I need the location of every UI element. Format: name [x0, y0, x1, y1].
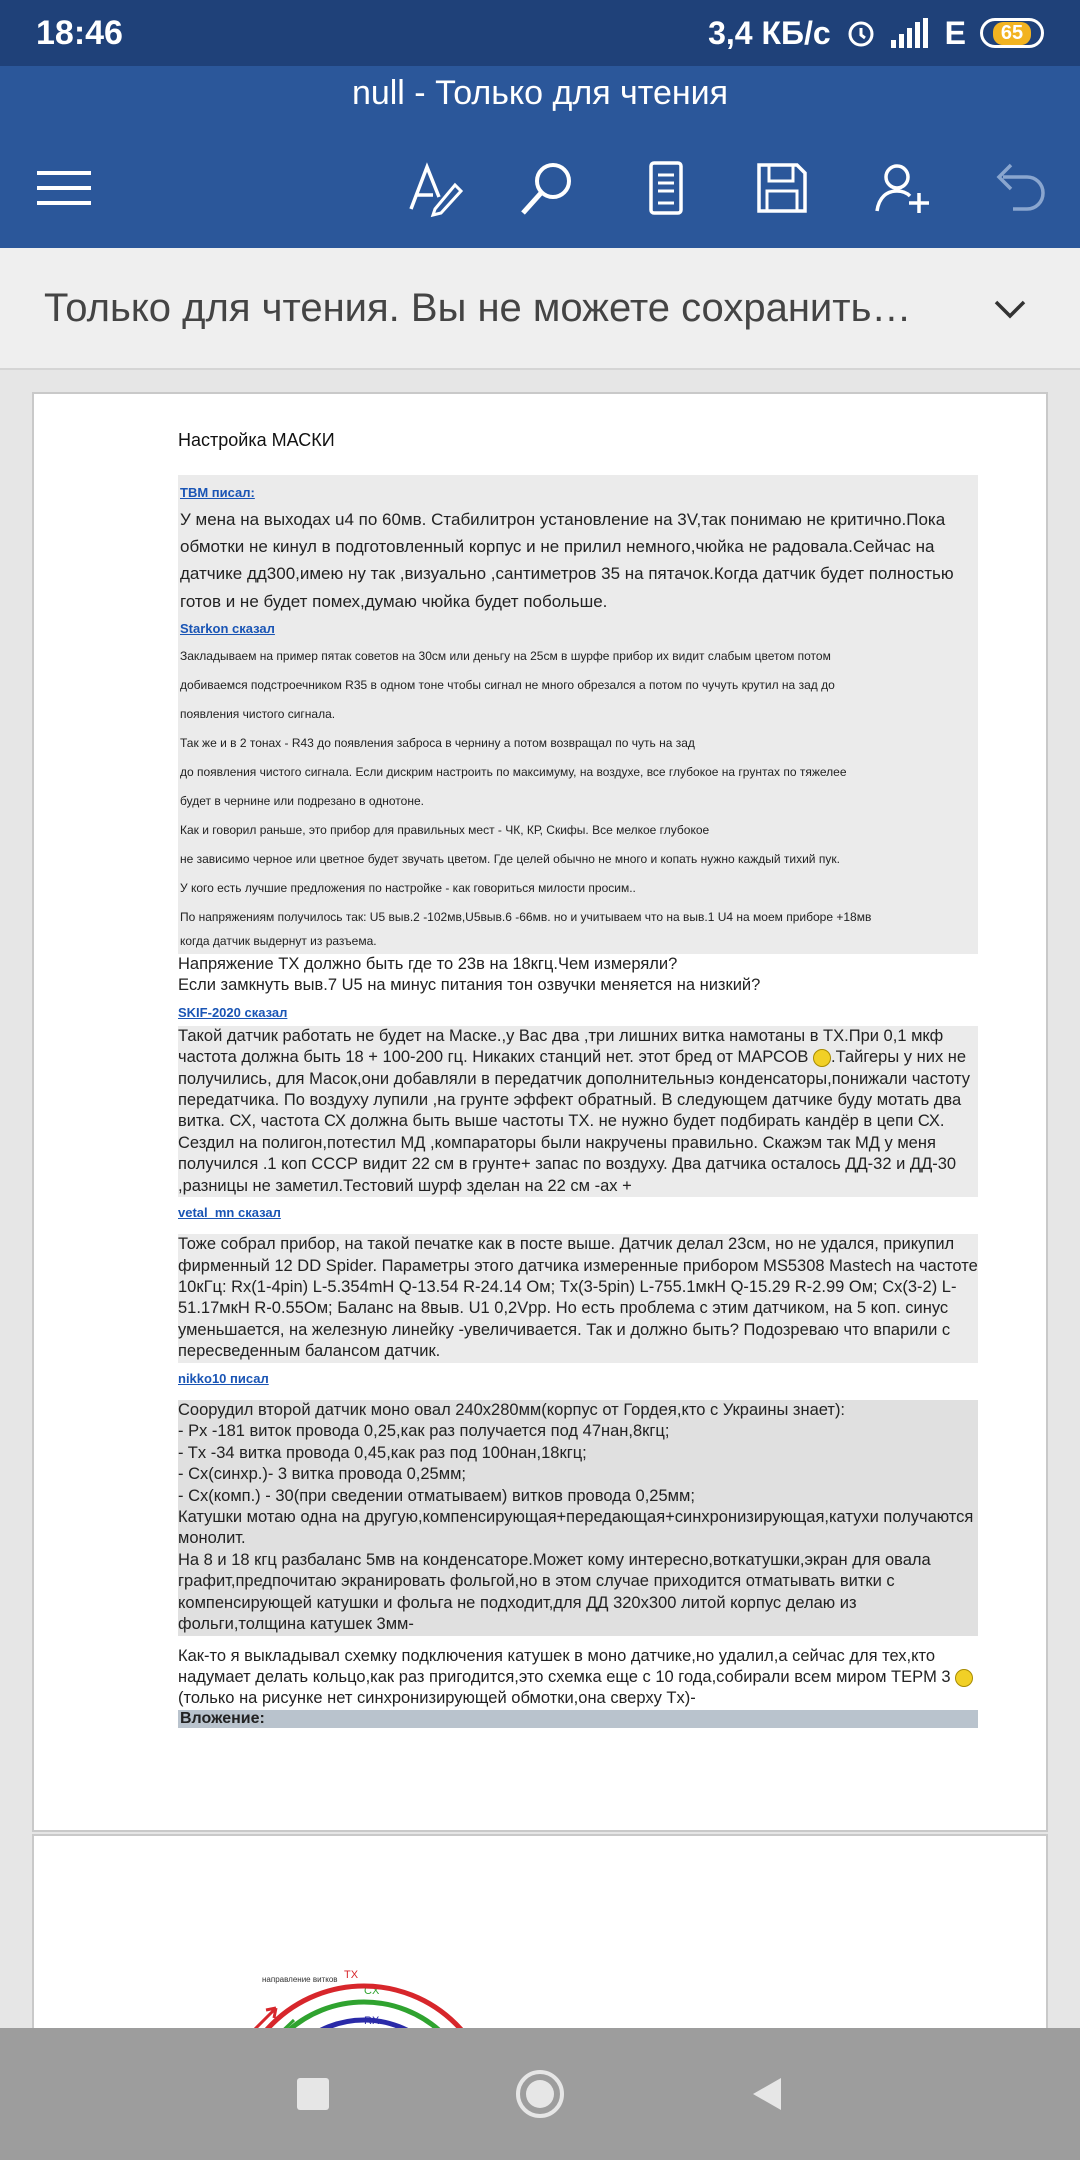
text-run: Как-то я выкладывал схемку подключения катушек в моно датчике,но удалил,а сейчас для тех,кто надумает делать кольцо,как раз пригодится,это схемка еще с 10 года,собирали всем миром TEPM 3	[178, 1646, 951, 1686]
format-button[interactable]	[396, 148, 476, 228]
quote-line: По напряжениям получилось так: U5 выв.2 -102мв,U5выв.6 -66мв. но и учитываем что на выв.1 U4 на моем приборе +18мв	[180, 909, 872, 924]
quote-line: Закладываем на пример пятак советов на 30см или деньгу на 25см в шурфе прибор их видит слабым цветом потом	[180, 648, 831, 663]
document-page	[32, 392, 1048, 1832]
attachment-label: Вложение:	[178, 1710, 978, 1728]
quote-line: не зависимо черное или цветное будет звучать цветом. Где целей обычно не много и копать нужно каждый тихий пук.	[180, 851, 840, 866]
toolbar	[0, 148, 1080, 228]
undo-icon	[987, 157, 1049, 219]
doc-heading: Настройка МАСКИ	[178, 430, 335, 450]
paragraph	[178, 954, 978, 997]
network-type: E	[944, 14, 966, 51]
text-line: - Tx -34 витка провода 0,45,как раз под 100нан,18кгц;	[178, 1443, 978, 1464]
search-icon	[517, 157, 579, 219]
mobile-view-icon	[635, 157, 697, 219]
battery-icon	[980, 18, 1044, 48]
text-line: Если замкнуть выв.7 U5 на минус питания тон озвучки меняется на низкий?	[178, 976, 761, 995]
quote-text: У мена на выходах u4 по 60мв. Стабилитрон установление на 3V,так понимаю не критично.Пока обмотки не кинул в подготовленный корпус и не прилил немного,чюйка не радовала.Сейчас на датчике дд300,имею ну так ,визуально ,сантиметров 35 на пятачок.Когда датчик будет полностью готов и не будет помех,думаю чюйка будет побольше.	[180, 510, 954, 611]
quote-line: появления чистого сигнала.	[180, 706, 336, 721]
hamburger-icon	[33, 157, 95, 219]
triangle-back-icon	[747, 2074, 787, 2114]
document-title: null - Только для чтения	[351, 74, 729, 112]
text-run: Такой датчик работать не будет на Маске.,у Вас два ,три лишних витка намотаны в TX.При 0,1 мкф частота должна быть 18 + 100-200 гц. Никаких станций нет. этот бред от МАРСОВ	[178, 1026, 944, 1067]
smiley-icon	[813, 1049, 831, 1067]
quote-line: будет в чернине или подрезано в однотоне.	[180, 793, 424, 808]
diagram-label-direction: направление витков	[262, 1975, 338, 1984]
text-run: (только на рисунке нет синхронизирующей обмотки,она сверху Tx)-	[178, 1689, 696, 1708]
menu-button[interactable]	[24, 148, 104, 228]
home-button[interactable]	[510, 2064, 570, 2124]
quote-author-link[interactable]: SKIF-2020 сказал	[178, 1004, 288, 1020]
paragraph	[178, 1400, 978, 1636]
quote-block	[178, 475, 978, 954]
text-line: Соорудил второй датчик моно овал 240х280мм(корпус от Гордея,кто с Украины знает):	[178, 1400, 978, 1421]
signal-icon	[891, 18, 931, 48]
text-line: На 8 и 18 кгц разбаланс 5мв на конденсаторе.Может кому интересно,воткатушки,экран для овала графит,предпочитаю экранировать фольгой,но в этом случае приходится отматывать витки с компенсирующей катушки и фольга не подходит,для ДД 320х300 литой корпус делаю из фольги,толщина катушек 3мм-	[178, 1550, 978, 1636]
diagram-label-cx: CX	[364, 1985, 380, 1997]
quote-line: когда датчик выдернут из разъема.	[180, 933, 377, 948]
recent-apps-button[interactable]	[283, 2064, 343, 2124]
save-button[interactable]	[742, 148, 822, 228]
app-header	[0, 66, 1080, 248]
status-bar	[0, 0, 1080, 66]
document-body	[178, 430, 978, 1728]
alarm-icon	[845, 17, 877, 49]
navigation-bar	[0, 2028, 1080, 2160]
status-right	[708, 15, 1044, 52]
quote-author-link[interactable]: nikko10 писал	[178, 1370, 269, 1386]
text-line: Катушки мотаю одна на другую,компенсирующая+передающая+синхронизирующая,катухи получаются монолит.	[178, 1507, 978, 1550]
banner-text: Только для чтения. Вы не можете сохранить…	[44, 285, 912, 330]
battery-level: 65	[993, 22, 1031, 45]
back-button[interactable]	[737, 2064, 797, 2124]
undo-button[interactable]	[978, 148, 1058, 228]
quote-line: Как и говорил раньше, это прибор для правильных мест - ЧК, КР, Скифы. Все мелкое глубокое	[180, 822, 710, 837]
chevron-down-icon[interactable]	[984, 282, 1036, 334]
circle-icon	[514, 2068, 566, 2120]
quote-line: добиваемся подстроечником R35 в одном тоне чтобы сигнал не много обрезался а потом по чучуть крутил на зад до	[180, 677, 835, 692]
paragraph: Тоже собрал прибор, на такой печатке как в посте выше. Датчик делал 23см, но не удался, прикупил фирменный 12 DD Spider. Параметры этого датчика измеренные прибором MS5308 Mastech на частоте 10кГц: Rx(1-4pin) L-5.354mH Q-13.54 R-24.14 Ом; Tx(3-5pin) L-755.1мкН Q-15.29 R-2.99 Ом; Cx(3-2) L-51.17мкН R-0.55Ом; Баланс на 8выв. U1 0,2Vpp. Но есть проблема с этим датчиком, на 5 коп. синус уменьшается, на железную линейку -увеличивается. Так и должно быть? Подозреваю что впарили с пересведенным балансом датчик.	[178, 1234, 978, 1363]
quote-text	[180, 642, 976, 950]
square-icon	[295, 2076, 331, 2112]
network-speed: 3,4 КБ/с	[708, 14, 831, 51]
quote-author-link[interactable]: TBM писал:	[180, 485, 255, 500]
text-line: Напряжение TX должно быть где то 23в на 18кгц.Чем измеряли?	[178, 954, 678, 973]
add-person-icon	[871, 157, 933, 219]
quote-line: У кого есть лучшие предложения по настройке - как говориться милости просим..	[180, 880, 636, 895]
read-only-banner[interactable]	[0, 248, 1080, 370]
paragraph	[178, 1646, 978, 1710]
diagram-label-tx: TX	[344, 1969, 359, 1981]
quote-line: Так же и в 2 тонах - R43 до появления заброса в чернину а потом возвращал по чуть на зад	[180, 735, 695, 750]
quote-author-link[interactable]: Starkon сказал	[180, 620, 275, 636]
search-button[interactable]	[508, 148, 588, 228]
share-button[interactable]	[862, 148, 942, 228]
save-icon	[751, 157, 813, 219]
text-line: - Px -181 виток провода 0,25,как раз получается под 47нан,8кгц;	[178, 1421, 978, 1442]
diagram-label-rx: RX	[364, 2015, 380, 2027]
quote-line: до появления чистого сигнала. Если дискрим настроить по максимуму, на воздухе, все глубокое на грунтах по тяжелее	[180, 764, 847, 779]
status-time: 18:46	[36, 13, 123, 52]
text-line: - Cx(комп.) - 30(при сведении отматываем) витков провода 0,25мм;	[178, 1486, 978, 1507]
paragraph	[178, 1026, 978, 1198]
text-line: - Cx(синхр.)- 3 витка провода 0,25мм;	[178, 1464, 978, 1485]
text-format-icon	[405, 157, 467, 219]
quote-author-link[interactable]: vetal_mn сказал	[178, 1205, 281, 1221]
smiley-icon	[955, 1669, 973, 1687]
text-run: .Тайгеры у них не получились, для Масок,они добавляли в передатчик дополнительныэ конденсаторы,понижали частоту передатчика. По воздуху лупили ,на грунте эффект обратный. В следующем датчике буду мотать два витка. СХ, частота СХ должна быть выше частоты ТХ. не нужно будет подбирать кандёр в цепи СХ. Сездил на полигон,потестил МД ,компараторы были накручены правильно. Скажэм так МД у меня получился .1 коп СССР видит 22 см в грунте+ запас по воздуху. Два датчика осталось ДД-32 и ДД-30 ,разницы не заметил.Тестовий шурф зделан на 22 см -ах +	[178, 1048, 971, 1195]
mobile-view-button[interactable]	[626, 148, 706, 228]
